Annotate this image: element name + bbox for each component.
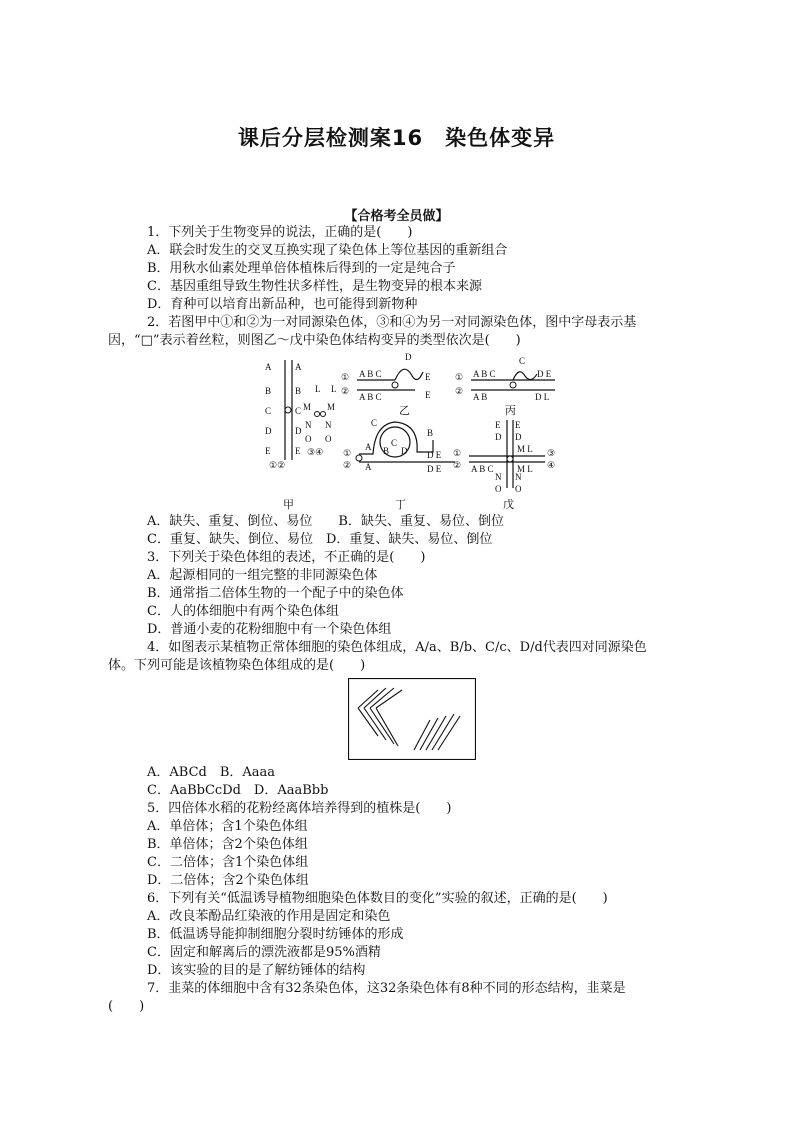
q1-option-d: D．育种可以培育出新品种，也可能得到新物种 bbox=[147, 297, 418, 312]
figure-label-bing: 丙 bbox=[505, 405, 516, 417]
gene-label: D bbox=[515, 432, 522, 442]
q4-stem-line1: 4．如图表示某植物正常体细胞的染色体组成，A/a、B/b、C/c、D/d代表四对同源染色 bbox=[147, 640, 647, 655]
q7-stem-line1: 7．韭菜的体细胞中含有32条染色体，这32条染色体有8种不同的形态结构，韭菜是 bbox=[147, 981, 626, 996]
gene-label: B bbox=[265, 386, 272, 396]
gene-label: M bbox=[327, 402, 336, 412]
gene-label: M bbox=[303, 402, 312, 412]
gene-label: A B C bbox=[359, 369, 382, 379]
gene-label: M L bbox=[517, 444, 533, 454]
q2-stem-line2: 因，“□”表示着丝粒，则图乙～戊中染色体结构变异的类型依次是( ) bbox=[108, 333, 521, 348]
figure-wu bbox=[469, 420, 545, 488]
q7-stem-line2: ( ) bbox=[108, 999, 145, 1014]
q5-stem: 5．四倍体水稻的花粉经离体培养得到的植株是( ) bbox=[147, 801, 452, 816]
q5-option-b: B．单倍体；含2个染色体组 bbox=[147, 837, 308, 852]
gene-label: A B bbox=[473, 392, 488, 402]
centromere bbox=[321, 412, 326, 417]
gene-label: C bbox=[519, 356, 526, 366]
figure-label-wu: 戊 bbox=[503, 499, 514, 510]
gene-label: C bbox=[371, 418, 378, 428]
chromosome-number: ② bbox=[341, 386, 350, 396]
chromosome-set-figure bbox=[348, 678, 476, 760]
figure-label-yi: 乙 bbox=[399, 405, 410, 417]
gene-label: B bbox=[383, 446, 390, 456]
gene-label: O bbox=[515, 484, 522, 494]
gene-label: A B C bbox=[471, 464, 494, 474]
q6-option-d: D．该实验的目的是了解纺锤体的结构 bbox=[147, 963, 366, 978]
gene-label: E bbox=[495, 420, 501, 430]
gene-label: L bbox=[315, 384, 321, 394]
figure-label-jia: 甲 bbox=[283, 499, 294, 510]
gene-label: D bbox=[405, 352, 412, 362]
gene-label: E bbox=[425, 372, 431, 382]
figure-label-ding: 丁 bbox=[395, 499, 406, 510]
q2-options-ab: A．缺失、重复、倒位、易位 B．缺失、重复、易位、倒位 bbox=[147, 514, 504, 529]
q3-option-c: C．人的体细胞中有两个染色体组 bbox=[147, 604, 339, 619]
chromosome-number: ④ bbox=[547, 460, 556, 470]
q4-options-ab: A．ABCd B．Aaaa bbox=[147, 765, 276, 780]
gene-label: A B C bbox=[473, 369, 496, 379]
gene-label: N bbox=[495, 472, 502, 482]
q3-option-d: D．普通小麦的花粉细胞中有一个染色体组 bbox=[147, 622, 392, 637]
q6-stem: 6．下列有关“低温诱导植物细胞染色体数目的变化”实验的叙述，正确的是( ) bbox=[147, 891, 608, 906]
q4-options-cd: C．AaBbCcDd D．AaaBbb bbox=[147, 783, 329, 798]
q6-option-c: C．固定和解离后的漂洗液都是95%酒精 bbox=[147, 945, 381, 960]
gene-label: N bbox=[305, 420, 312, 430]
gene-label: D bbox=[401, 446, 408, 456]
gene-label: L bbox=[331, 384, 337, 394]
gene-label: A bbox=[295, 362, 302, 372]
gene-label: B bbox=[427, 428, 434, 438]
chromosome-number: ① bbox=[455, 372, 464, 382]
gene-label: C bbox=[265, 406, 272, 416]
gene-label: D bbox=[295, 426, 302, 436]
q3-option-b: B．通常指二倍体生物的一个配子中的染色体 bbox=[147, 586, 404, 601]
gene-label: A bbox=[365, 442, 372, 452]
gene-label: A bbox=[265, 362, 272, 372]
centromere bbox=[392, 382, 398, 388]
gene-label: B bbox=[295, 386, 302, 396]
section-heading: 【合格考全员做】 bbox=[344, 209, 449, 224]
chromosome-number: ① bbox=[453, 448, 462, 458]
q3-stem: 3．下列关于染色体组的表述，不正确的是( ) bbox=[147, 550, 426, 565]
q1-stem: 1．下列关于生物变异的说法，正确的是( ) bbox=[147, 225, 413, 240]
q1-option-c: C．基因重组导致生物性状多样性，是生物变异的根本来源 bbox=[147, 279, 482, 294]
chromosome-number: ② bbox=[343, 460, 352, 470]
gene-label: O bbox=[325, 434, 332, 444]
page-title: 课后分层检测案16 染色体变异 bbox=[237, 126, 556, 150]
q2-options-cd: C．重复、缺失、倒位、易位 D．重复、缺失、易位、倒位 bbox=[147, 532, 493, 547]
gene-label: D E bbox=[537, 369, 552, 379]
figure-frame bbox=[349, 679, 476, 760]
gene-label: A bbox=[365, 462, 372, 472]
chromosome-mutation-figure bbox=[255, 352, 560, 510]
gene-label: D L bbox=[535, 392, 550, 402]
centromere bbox=[510, 382, 516, 388]
gene-label: E bbox=[295, 446, 301, 456]
q5-option-d: D．二倍体；含2个染色体组 bbox=[147, 873, 309, 888]
chromosome-number: ③④ bbox=[307, 447, 324, 457]
gene-label: D E bbox=[427, 450, 442, 460]
gene-label: A B C bbox=[359, 392, 382, 402]
gene-label: N bbox=[515, 472, 522, 482]
gene-label: D E bbox=[427, 464, 442, 474]
chromosome-number: ② bbox=[455, 386, 464, 396]
chromosome-number: ① bbox=[341, 372, 350, 382]
centromere bbox=[315, 412, 320, 417]
q2-stem-line1: 2．若图甲中①和②为一对同源染色体，③和④为另一对同源染色体，图中字母表示基 bbox=[147, 315, 637, 330]
centromere bbox=[356, 455, 362, 461]
chromosome-number: ① bbox=[343, 448, 352, 458]
q4-stem-line2: 体。下列可能是该植物染色体组成的是( ) bbox=[108, 658, 366, 673]
q3-option-a: A．起源相同的一组完整的非同源染色体 bbox=[147, 568, 378, 583]
centromere bbox=[507, 456, 513, 462]
q6-option-a: A．改良苯酚品红染液的作用是固定和染色 bbox=[147, 909, 391, 924]
gene-label: E bbox=[425, 390, 431, 400]
chromosome-number: ② bbox=[453, 460, 462, 470]
q6-option-b: B．低温诱导能抑制细胞分裂时纺锤体的形成 bbox=[147, 927, 404, 942]
gene-label: N bbox=[325, 420, 332, 430]
q5-option-c: C．二倍体；含1个染色体组 bbox=[147, 855, 309, 870]
gene-label: C bbox=[391, 438, 398, 448]
gene-label: D bbox=[495, 432, 502, 442]
gene-label: E bbox=[265, 446, 271, 456]
centromere bbox=[285, 407, 291, 413]
gene-label: E bbox=[515, 420, 521, 430]
gene-label: D bbox=[265, 426, 272, 436]
chromosome-number: ③ bbox=[547, 448, 556, 458]
gene-label: O bbox=[305, 434, 312, 444]
q1-option-a: A．联会时发生的交叉互换实现了染色体上等位基因的重新组合 bbox=[147, 243, 508, 258]
chromosome-number: ①② bbox=[269, 460, 286, 470]
q5-option-a: A．单倍体；含1个染色体组 bbox=[147, 819, 308, 834]
gene-label: M L bbox=[517, 464, 533, 474]
gene-label: O bbox=[495, 484, 502, 494]
gene-label: C bbox=[295, 406, 302, 416]
q1-option-b: B．用秋水仙素处理单倍体植株后得到的一定是纯合子 bbox=[147, 261, 456, 276]
